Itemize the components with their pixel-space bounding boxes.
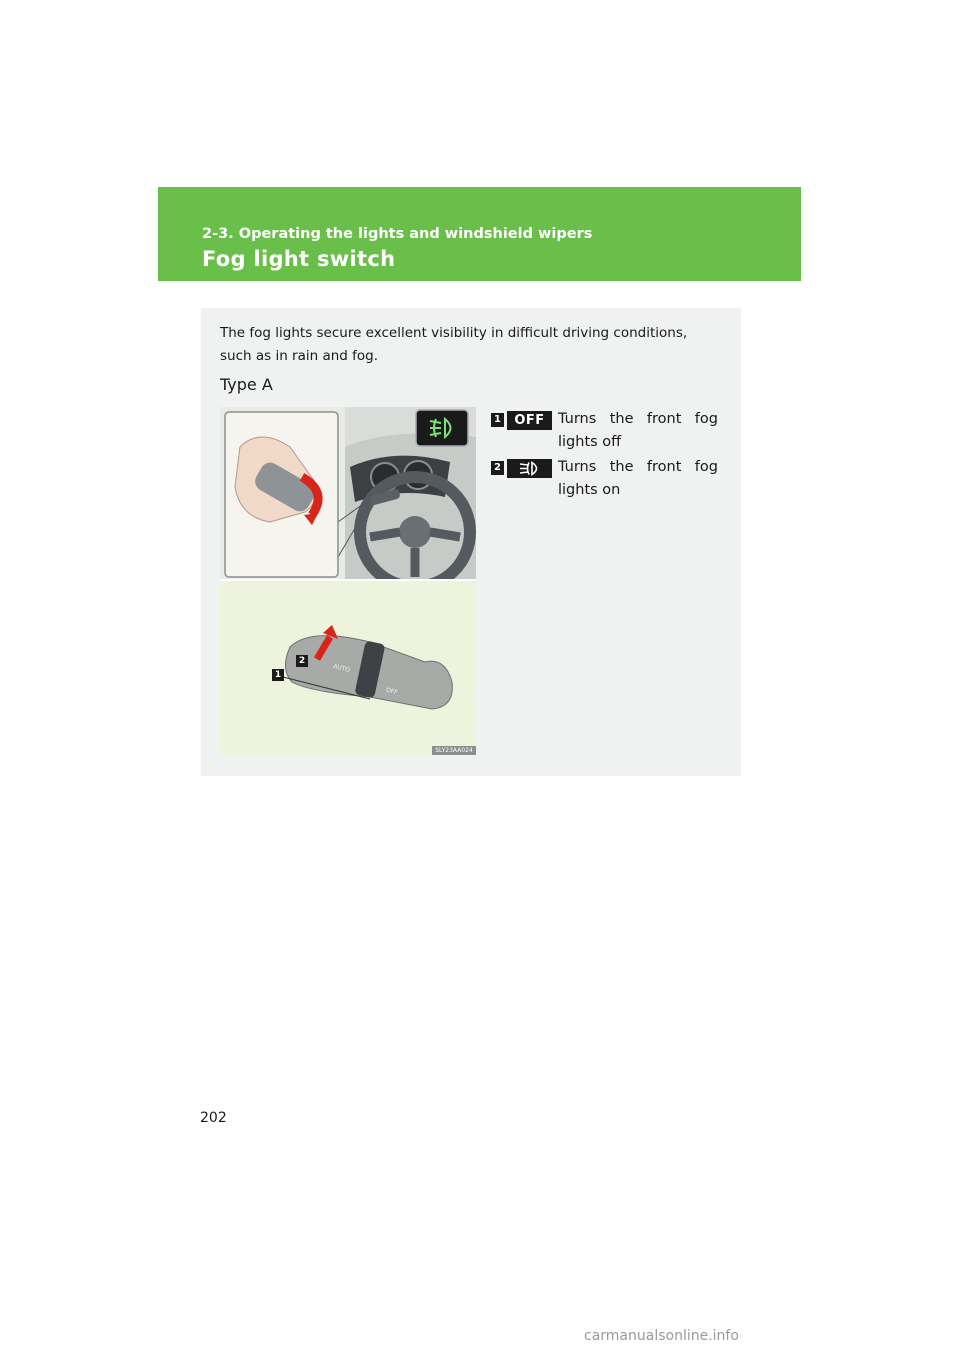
intro-paragraph: The fog lights secure excellent visibility in difficult driving conditions, such as in rain and fog. — [220, 325, 688, 364]
section-title: 2-3. Operating the lights and windshield wipers — [202, 226, 593, 242]
watermark: carmanualsonline.info — [584, 1328, 739, 1344]
section-header — [158, 187, 801, 281]
lever-mark-auto: AUTO — [332, 663, 351, 674]
figure-code: SLY23AA024 — [432, 746, 476, 755]
off-symbol: OFF — [507, 411, 552, 430]
illustration-drawing — [220, 407, 476, 755]
content-panel — [201, 308, 741, 776]
callout-2: 2 — [298, 656, 306, 666]
fog-switch-illustration — [220, 407, 476, 755]
front-fog-light-icon — [507, 459, 552, 478]
callout-1: 1 — [274, 670, 282, 680]
legend-number: 1 — [491, 413, 504, 427]
lever-mark-off: OFF — [385, 686, 399, 697]
legend-description: Turns the front fog lights off — [558, 411, 718, 450]
type-label: Type A — [220, 375, 273, 394]
page-number: 202 — [200, 1110, 227, 1126]
legend-number: 2 — [491, 461, 504, 475]
legend-description: Turns the front fog lights on — [558, 459, 718, 498]
page-title: Fog light switch — [202, 247, 396, 271]
